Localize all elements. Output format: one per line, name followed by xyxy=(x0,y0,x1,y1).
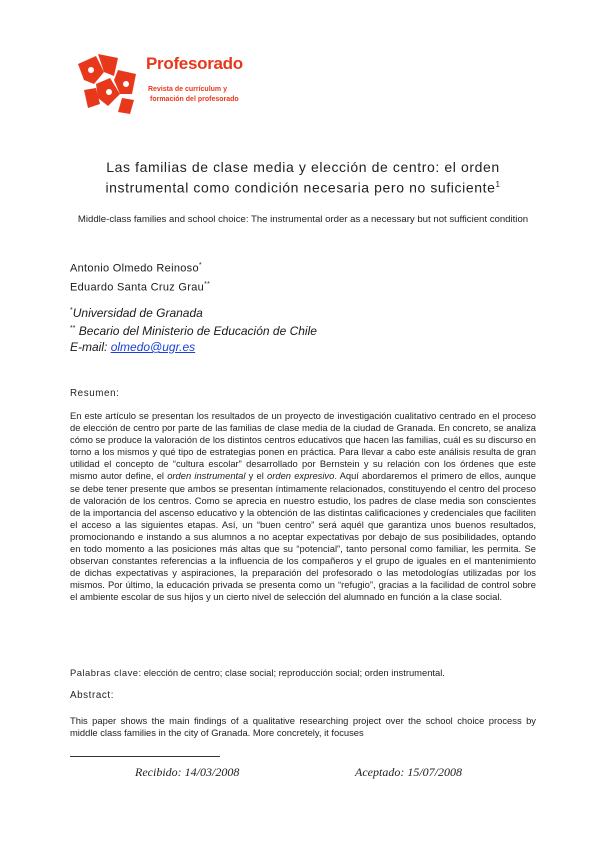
abstract-heading: Abstract: xyxy=(70,690,115,701)
footer-divider xyxy=(70,756,220,757)
logo-subtitle-line1: Revista de currículum y xyxy=(148,86,227,93)
author-list xyxy=(70,258,210,295)
accepted-date: Aceptado: 15/07/2008 xyxy=(355,765,462,779)
email-link[interactable]: olmedo@ugr.es xyxy=(110,340,196,354)
keywords-line xyxy=(70,667,536,679)
logo-mark-icon xyxy=(74,50,144,120)
paper-subtitle-english: Middle-class families and school choice: The instrumental order as a necessary but not sufficient condition xyxy=(77,214,529,225)
title-footnote-mark: 1 xyxy=(495,180,501,189)
received-date: Recibido: 14/03/2008 xyxy=(135,765,240,779)
resumen-heading: Resumen: xyxy=(70,388,120,399)
logo-subtitle-line2: formación del profesorado xyxy=(150,96,239,103)
resumen-body: En este artículo se presentan los resultados de un proyecto de investigación cualitativo centrado en el proceso de elección de centro por parte de las familias de clase media de la ciudad de Granada. En concreto, se analiza cómo se produce la valoración de los distintos centros educativos que hacen las familias, cuál es su discurso en torno a los mismos y qué tipo de estrategias ponen en práctica. Para llevar a cabo este análisis resulta de gran utilidad el concepto de “cultura escolar” desarrollado por Bernstein y su relación con los órdenes que este mismo autor define, el orden instrumental y el orden expresivo. Aquí abordaremos el primero de ellos, aunque se debe tener presente que ambos se presentan íntimamente relacionados, constituyendo el centro del proceso de valoración de los centros. Como se aprecia en nuestro estudio, los padres de clase media son conscientes de la importancia del ascenso educativo y la obtención de las distintas calificaciones y credenciales que faciliten el acceso a las siguientes etapas. Así, un “buen centro” será aquél que garantiza unos buenos resultados, promocionando e instando a sus alumnos a no aceptar expectativas por debajo de sus posibilidades, optando en todo momento a las posiciones más altas que su “potencial”, tanto personal como familiar, les permita. Se observan constantes referencias a la influencia de los compañeros y el grupo de iguales en el mantenimiento de dichas expectativas y aspiraciones, la preparación del profesorado o las metodologías utilizadas por los mismos. Por último, la educación privada se presenta como un “refugio”, gracias a la facilidad de control sobre el ambiente escolar de sus hijos y un cierto nivel de selección del alumnado en función a la clase social. xyxy=(70,410,536,603)
paper-title xyxy=(40,158,566,197)
affiliation-1: *Universidad de Granada xyxy=(70,306,203,320)
affiliations xyxy=(70,303,317,355)
logo-title: Profesorado xyxy=(146,54,243,73)
keywords-text: : elección de centro; clase social; reproducción social; orden instrumental. xyxy=(138,667,445,678)
abstract-body: This paper shows the main findings of a qualitative researching project over the school choice process by middle class families in the city of Granada. More concretely, it focuses xyxy=(70,715,536,739)
author-2: Eduardo Santa Cruz Grau** xyxy=(70,280,211,294)
author-1: Antonio Olmedo Reinoso* xyxy=(70,262,202,275)
title-line2: instrumental como condición necesaria pero no suficiente$^1$ xyxy=(105,179,501,196)
email-line: E-mail: olmedo@ugr.es xyxy=(70,340,196,354)
keywords-label: Palabras clave xyxy=(70,667,139,678)
journal-logo xyxy=(74,50,314,120)
affiliation-2: ** Becario del Ministerio de Educación de Chile xyxy=(70,324,317,338)
title-line1: Las familias de clase media y elección de centro: el orden xyxy=(106,159,500,175)
